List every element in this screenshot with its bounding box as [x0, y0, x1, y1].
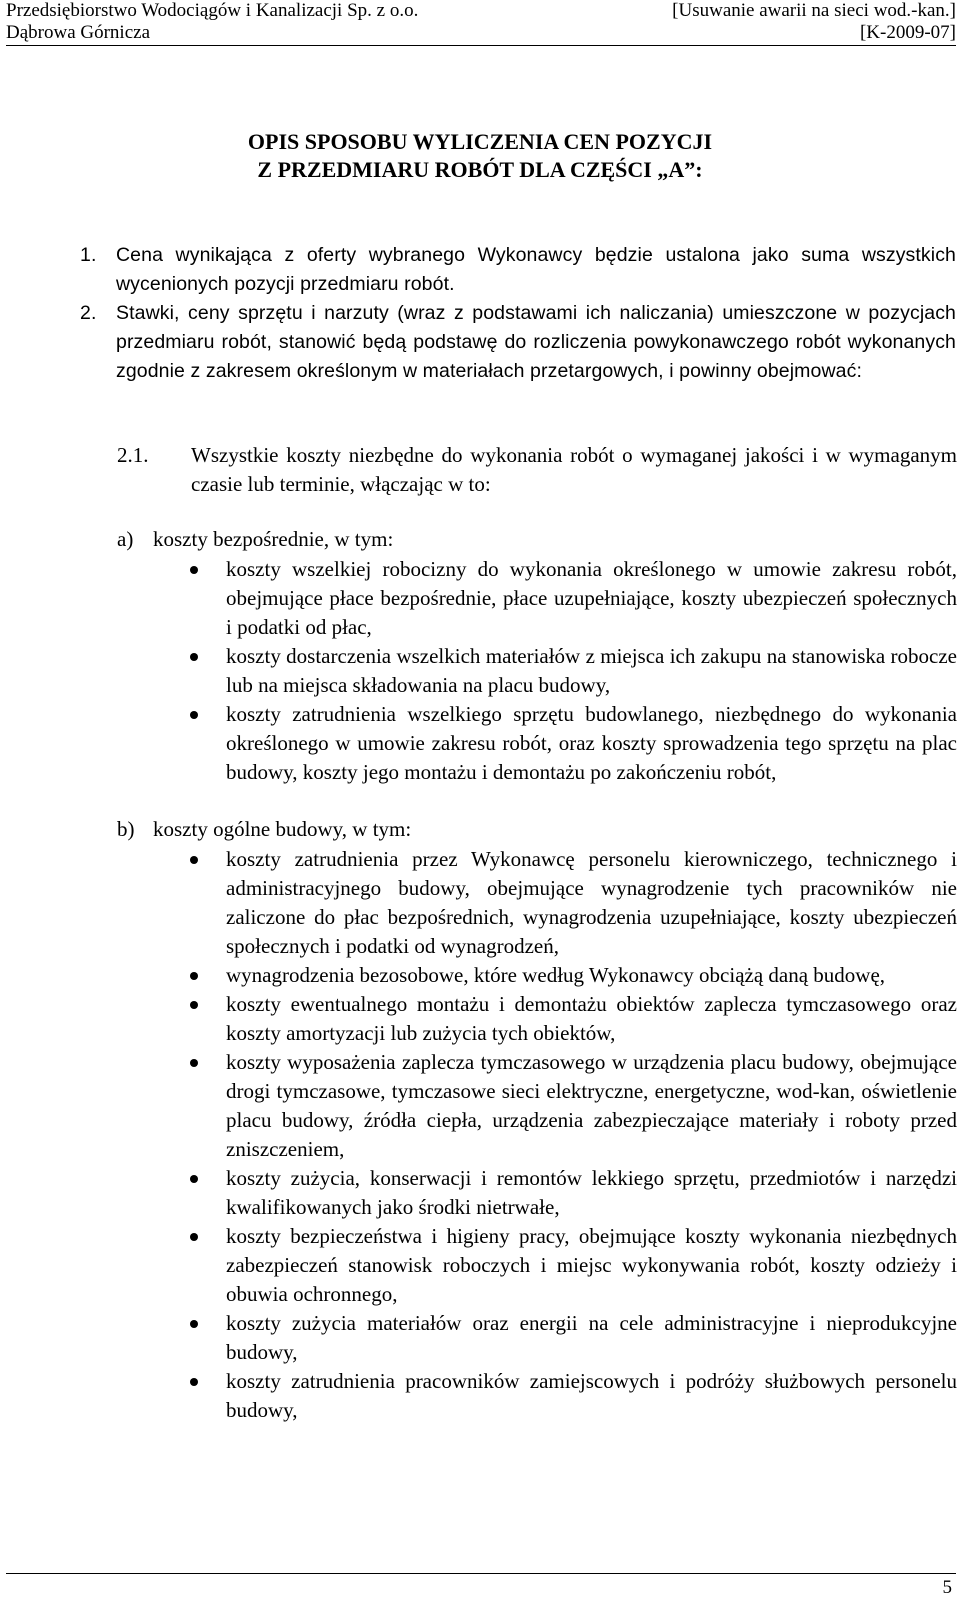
section-label: a) [117, 527, 134, 551]
item-text: Cena wynikająca z oferty wybranego Wykonawcy będzie ustalona jako suma wszystkich wycenionych pozycji przedmiaru robót. [116, 244, 956, 295]
section-title: koszty ogólne budowy, w tym: [153, 817, 412, 841]
bullet-text: koszty wszelkiej robocizny do wykonania określonego w umowie zakresu robót, obejmujące płace bezpośrednie, płace uzupełniające, koszty ubezpieczeń społecznych i podatki od płac, [226, 557, 957, 639]
section-b-bullets [190, 845, 957, 1425]
bullet-icon [190, 961, 226, 990]
section-a-heading [117, 525, 393, 554]
header-divider [6, 45, 956, 46]
bullet-text: koszty zatrudnienia wszelkiego sprzętu budowlanego, niezbędnego do wykonania określonego w umowie zakresu robót, oraz koszty sprowadzenia tego sprzętu na plac budowy, koszty jego montażu i demontażu po zakończeniu robót, [226, 702, 957, 784]
item-number: 2. [80, 302, 97, 324]
title-line-1: OPIS SPOSOBU WYLICZENIA CEN POZYCJI [247, 129, 713, 154]
bullet-icon [190, 990, 226, 1048]
bullet-text: koszty wyposażenia zaplecza tymczasowego w urządzenia placu budowy, obejmujące drogi tymczasowe, tymczasowe sieci elektryczne, energetyczne, wod-kan, oświetlenie placu budowy, źródła ciepła, urządzenia zabezpieczające materiały i roboty przed zniszczeniem, [226, 1050, 957, 1161]
list-item [190, 555, 957, 642]
list-item [190, 1367, 957, 1425]
bullet-text: koszty zatrudnienia przez Wykonawcę personelu kierowniczego, technicznego i administracyjnego budowy, obejmujące wynagrodzenie tych pracowników nie zaliczone do płac bezpośrednich, wynagrodzenia uzupełniające, koszty ubezpieczeń społecznych i podatki od wynagrodzeń, [226, 847, 957, 958]
bullet-icon [190, 1164, 226, 1222]
bullet-icon [190, 1222, 226, 1309]
project-code: [K-2009-07] [859, 22, 956, 43]
bullet-icon [190, 1309, 226, 1367]
page-header [6, 0, 956, 44]
list-item-2 [80, 299, 956, 386]
bullet-icon [190, 845, 226, 961]
bullet-icon [190, 700, 226, 787]
footer-divider [6, 1573, 956, 1574]
bullet-icon [190, 1367, 226, 1425]
company-name: Przedsiębiorstwo Wodociągów i Kanalizacji Sp. z o.o. [6, 0, 419, 21]
page-number: 5 [942, 1577, 952, 1598]
bullet-text: koszty zatrudnienia pracowników zamiejscowych i podróży służbowych personelu budowy, [226, 1369, 957, 1422]
list-item [190, 845, 957, 961]
list-item [190, 990, 957, 1048]
subsection-2-1 [117, 441, 957, 499]
list-item-1 [80, 241, 956, 299]
section-a-bullets [190, 555, 957, 787]
list-item [190, 1164, 957, 1222]
list-item [190, 961, 957, 990]
list-item [190, 1222, 957, 1309]
bullet-text: koszty bezpieczeństwa i higieny pracy, obejmujące koszty wykonania niezbędnych zabezpieczeń stanowisk roboczych i miejsc wykonywania robót, koszty odzieży i obuwia ochronnego, [226, 1224, 957, 1306]
list-item [190, 700, 957, 787]
bullet-text: koszty ewentualnego montażu i demontażu obiektów zaplecza tymczasowego oraz koszty amortyzacji lub zużycia tych obiektów, [226, 992, 957, 1045]
bullet-icon [190, 642, 226, 700]
bullet-icon [190, 1048, 226, 1164]
subsection-text: Wszystkie koszty niezbędne do wykonania robót o wymaganej jakości i w wymaganym czasie lub terminie, włączając w to: [191, 443, 957, 496]
list-item [190, 642, 957, 700]
bullet-text: koszty zużycia, konserwacji i remontów lekkiego sprzętu, przedmiotów i narzędzi kwalifikowanych jako środki nietrwałe, [226, 1166, 957, 1219]
bullet-text: koszty zużycia materiałów oraz energii na cele administracyjne i nieprodukcyjne budowy, [226, 1311, 957, 1364]
bullet-text: koszty dostarczenia wszelkich materiałów z miejsca ich zakupu na stanowiska robocze lub na miejsca składowania na placu budowy, [226, 644, 957, 697]
company-city: Dąbrowa Górnicza [6, 22, 151, 43]
document-title [0, 128, 960, 184]
title-line-2: Z PRZEDMIARU ROBÓT DLA CZĘŚCI „A”: [257, 157, 703, 182]
section-title: koszty bezpośrednie, w tym: [153, 527, 394, 551]
list-item [190, 1309, 957, 1367]
section-label: b) [117, 817, 135, 841]
item-number: 1. [80, 244, 97, 266]
list-item [190, 1048, 957, 1164]
subsection-number: 2.1. [117, 443, 149, 467]
project-name: [Usuwanie awarii na sieci wod.-kan.] [672, 0, 956, 21]
section-b-heading [117, 815, 411, 844]
bullet-text: wynagrodzenia bezosobowe, które według Wykonawcy obciążą daną budowę, [226, 963, 886, 987]
bullet-icon [190, 555, 226, 642]
item-text: Stawki, ceny sprzętu i narzuty (wraz z podstawami ich naliczania) umieszczone w pozycjach przedmiaru robót, stanowić będą podstawę do rozliczenia powykonawczego robót wykonanych zgodnie z zakresem określonym w materiałach przetargowych, i powinny obejmować: [116, 302, 956, 382]
